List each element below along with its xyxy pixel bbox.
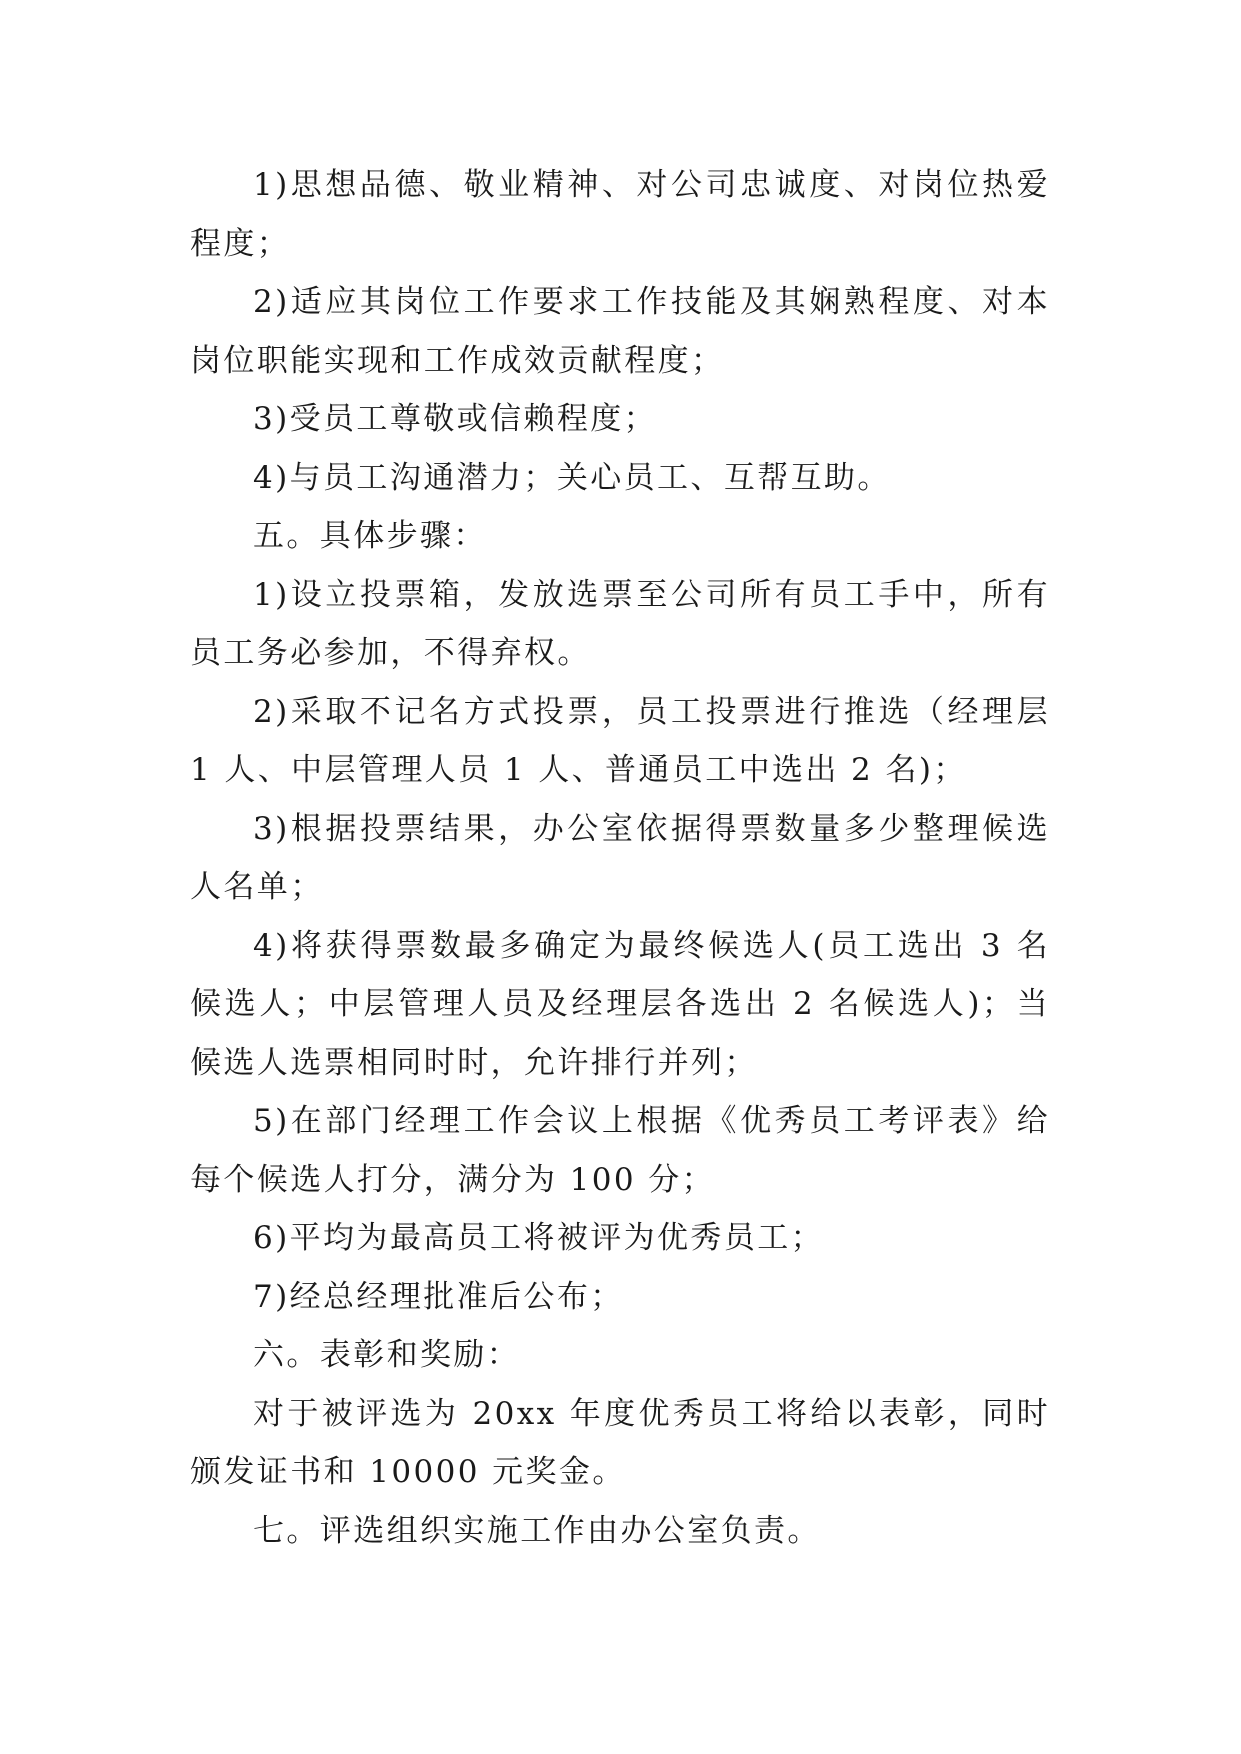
criterion-4: 4)与员工沟通潜力；关心员工、互帮互助。: [253, 459, 891, 496]
section-5-heading: 五。具体步骤：: [253, 518, 487, 554]
step-1: 1)设立投票箱，发放选票至公司所有员工手中，所有员工务必参加，不得弃权。: [190, 576, 1050, 671]
document-body: [190, 156, 1050, 1560]
step-6: 6)平均为最高员工将被评为优秀员工；: [253, 1220, 825, 1256]
reward-paragraph: 对于被评选为 20xx 年度优秀员工将给以表彰，同时颁发证书和 10000 元奖金。: [190, 1395, 1050, 1490]
step-3: 3)根据投票结果，办公室依据得票数量多少整理候选人名单；: [190, 810, 1050, 905]
criterion-1: 1)思想品德、敬业精神、对公司忠诚度、对岗位热爱程度；: [190, 167, 1050, 262]
criterion-2: 2)适应其岗位工作要求工作技能及其娴熟程度、对本岗位职能实现和工作成效贡献程度；: [190, 284, 1050, 379]
criterion-3: 3)受员工尊敬或信赖程度；: [253, 401, 658, 437]
step-7: 7)经总经理批准后公布；: [253, 1278, 624, 1315]
section-7-heading: 七。评选组织实施工作由办公室负责。: [253, 1512, 821, 1549]
step-5: 5)在部门经理工作会议上根据《优秀员工考评表》给每个候选人打分，满分为 100 分；: [190, 1103, 1050, 1198]
section-6-heading: 六。表彰和奖励：: [253, 1337, 521, 1373]
step-2: 2)采取不记名方式投票，员工投票进行推选（经理层 1 人、中层管理人员 1 人、普通员工中选出 2 名)；: [190, 693, 1050, 788]
step-4: 4)将获得票数最多确定为最终候选人(员工选出 3 名候选人；中层管理人员及经理层各选出 2 名候选人)；当候选人选票相同时时，允许排行并列；: [190, 927, 1050, 1081]
